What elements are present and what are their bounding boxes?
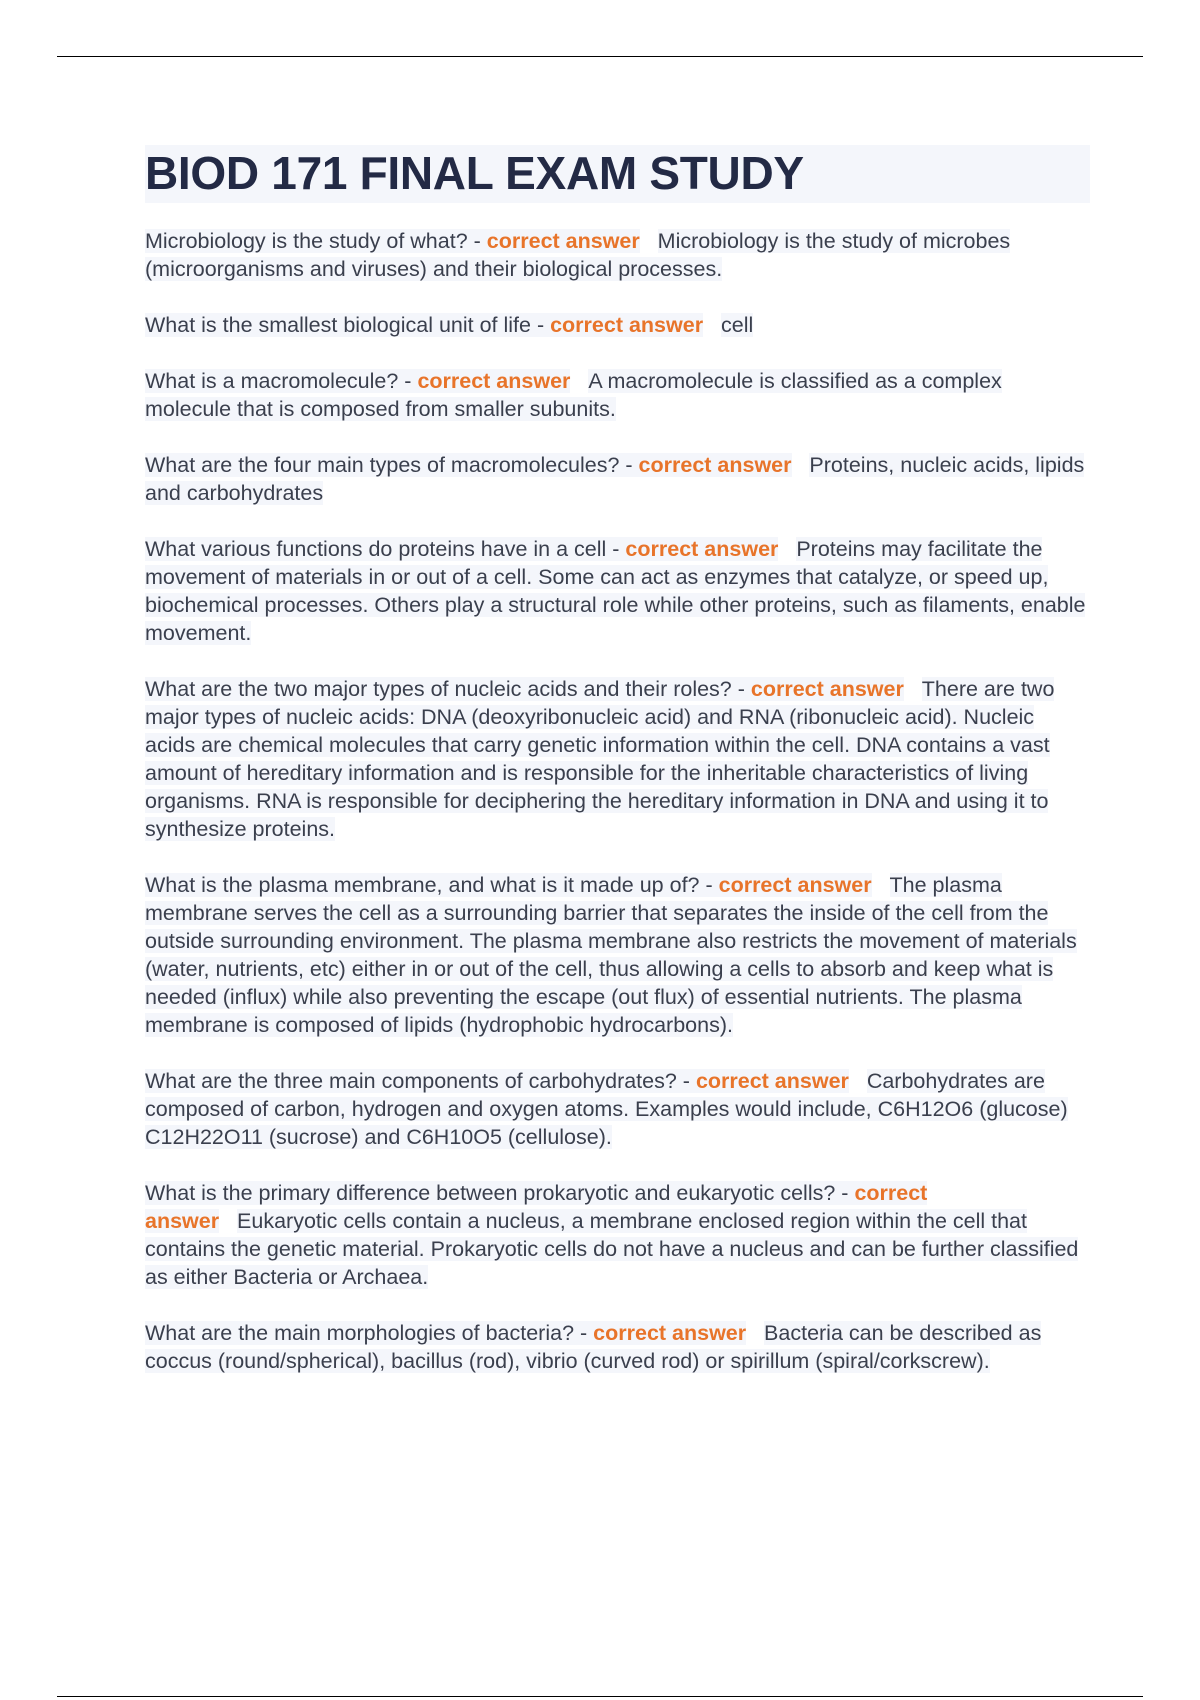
answer-text: Microbiology is the study of microbes (microorganisms and viruses) and their biological processes. — [145, 229, 1011, 281]
separator: - — [731, 677, 751, 701]
separator: - — [606, 537, 626, 561]
separator: - — [530, 313, 551, 337]
answer-text: cell — [720, 313, 754, 337]
question-text: What are the three main components of carbohydrates? — [145, 1069, 677, 1093]
separator: - — [619, 453, 639, 477]
separator: - — [676, 1069, 696, 1093]
answer-text: Eukaryotic cells contain a nucleus, a membrane enclosed region within the cell that contains the genetic material. Prokaryotic cells do not have a nucleus and can be further classified as either Bacteria or Archaea. — [145, 1209, 1079, 1289]
answer-text: A macromolecule is classified as a complex molecule that is composed from smaller subunits. — [145, 369, 1002, 421]
answer-text: Bacteria can be described as coccus (round/spherical), bacillus (rod), vibrio (curved rod) or spirillum (spiral/corkscrew). — [145, 1321, 1042, 1373]
qa-list — [145, 227, 1090, 1375]
correct-answer-tag: correct answer — [638, 453, 792, 477]
qa-item — [145, 451, 1090, 507]
question-text: What various functions do proteins have in a cell — [145, 537, 607, 561]
question-text: What is the plasma membrane, and what is it made up of? — [145, 873, 700, 897]
correct-answer-tag: correct answer — [550, 313, 704, 337]
bottom-rule — [57, 1696, 1143, 1697]
question-text: What are the four main types of macromolecules? — [145, 453, 620, 477]
correct-answer-tag: correct answer — [486, 229, 640, 253]
qa-item — [145, 675, 1090, 843]
correct-answer-tag: correct answer — [593, 1321, 747, 1345]
separator: - — [467, 229, 487, 253]
separator: - — [699, 873, 719, 897]
correct-answer-tag: correct answer — [625, 537, 779, 561]
question-text: What is the smallest biological unit of life — [145, 313, 531, 337]
qa-item — [145, 535, 1090, 647]
answer-text: The plasma membrane serves the cell as a surrounding barrier that separates the inside of the cell from the outside surrounding environment. The plasma membrane also restricts the movement of materials (water, nutrients, etc) either in or out of the cell, thus allowing a cells to absorb and keep what is needed (influx) while also preventing the escape (out flux) of essential nutrients. The plasma membrane is composed of lipids (hydrophobic hydrocarbons). — [145, 873, 1077, 1037]
answer-text: Proteins may facilitate the movement of materials in or out of a cell. Some can act as enzymes that catalyze, or speed up, biochemical processes. Others play a structural role while other proteins, such as filaments, enable movement. — [145, 537, 1086, 645]
qa-item — [145, 1067, 1090, 1151]
qa-item — [145, 871, 1090, 1039]
separator: - — [398, 369, 418, 393]
correct-answer-tag: correct answer — [718, 873, 872, 897]
correct-answer-tag: correct answer — [750, 677, 904, 701]
question-text: What is a macromolecule? — [145, 369, 399, 393]
top-rule — [57, 56, 1143, 57]
correct-answer-tag: correct answer — [145, 1181, 928, 1233]
qa-item — [145, 227, 1090, 283]
qa-item — [145, 367, 1090, 423]
correct-answer-tag: correct answer — [695, 1069, 849, 1093]
answer-text: There are two major types of nucleic acids: DNA (deoxyribonucleic acid) and RNA (ribonucleic acid). Nucleic acids are chemical molecules that carry genetic information within the cell. DNA contains a vast amount of hereditary information and is responsible for the inheritable characteristics of living organisms. RNA is responsible for deciphering the hereditary information in DNA and using it to synthesize proteins. — [145, 677, 1055, 841]
answer-text: Carbohydrates are composed of carbon, hydrogen and oxygen atoms. Examples would include, C6H12O6 (glucose) C12H22O11 (sucrose) and C6H10O5 (cellulose). — [145, 1069, 1068, 1149]
study-sheet — [145, 145, 1090, 1403]
question-text: Microbiology is the study of what? — [145, 229, 468, 253]
question-text: What is the primary difference between prokaryotic and eukaryotic cells? — [145, 1181, 836, 1205]
qa-item — [145, 311, 1090, 339]
page-title: BIOD 171 FINAL EXAM STUDY — [145, 145, 1090, 203]
correct-answer-tag: correct answer — [417, 369, 571, 393]
qa-item — [145, 1319, 1090, 1375]
separator: - — [574, 1321, 594, 1345]
separator: - — [835, 1181, 855, 1205]
answer-text: Proteins, nucleic acids, lipids and carbohydrates — [145, 453, 1085, 505]
question-text: What are the two major types of nucleic acids and their roles? — [145, 677, 732, 701]
qa-item — [145, 1179, 1090, 1291]
question-text: What are the main morphologies of bacteria? — [145, 1321, 575, 1345]
